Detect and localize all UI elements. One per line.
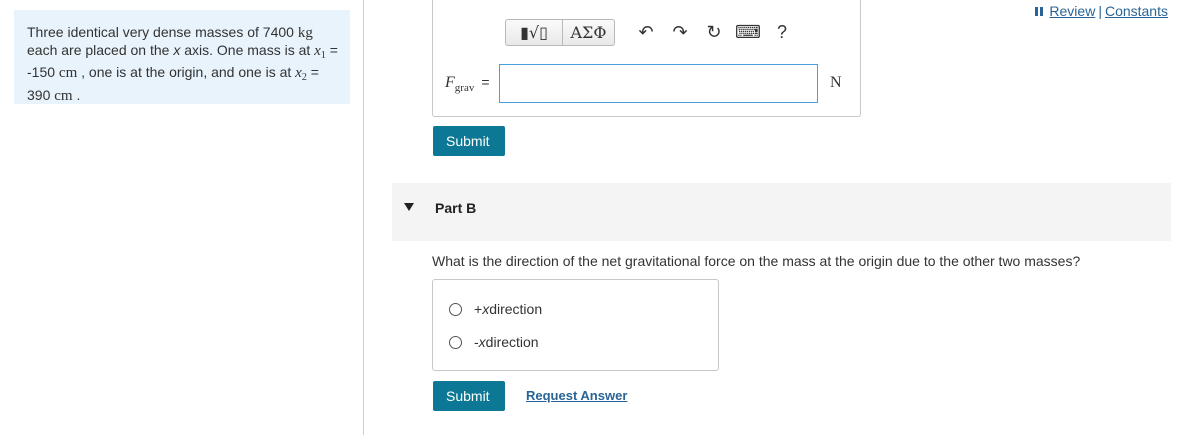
x2-value: 390 [27, 86, 51, 103]
x2-sub: 2 [301, 72, 307, 83]
symbols-button[interactable]: ΑΣΦ [563, 19, 615, 46]
problem-statement [14, 10, 350, 104]
fgrav-sub: grav [454, 82, 475, 94]
x1-value: -150 [27, 64, 56, 80]
fgrav-var: F [445, 74, 455, 91]
problem-line-1 [27, 24, 338, 42]
help-icon[interactable]: ? [776, 21, 787, 42]
submit-button-part-b[interactable]: Submit [433, 381, 505, 411]
review-link[interactable]: Review [1049, 3, 1096, 19]
option-var: x [482, 301, 490, 317]
review-icon [1035, 7, 1043, 16]
equals-sign: = [481, 74, 490, 90]
request-answer-link[interactable]: Request Answer [526, 388, 628, 403]
constants-link[interactable]: Constants [1104, 3, 1168, 19]
column-divider [363, 0, 364, 435]
fgrav-label [445, 74, 490, 94]
part-b-header[interactable] [392, 183, 1171, 241]
mass-unit: kg [297, 25, 313, 41]
option-minus-x[interactable] [449, 334, 539, 350]
x1-var: x [314, 42, 321, 59]
part-b-title: Part B [435, 200, 477, 216]
x2-unit: cm [54, 87, 73, 104]
unit-label: N [830, 74, 842, 91]
x1-sub: 1 [320, 49, 326, 61]
header-links [1035, 3, 1168, 19]
link-separator: | [1098, 3, 1102, 19]
problem-text: each are placed on the [27, 41, 170, 58]
equals-sign: = [329, 41, 338, 58]
axis-var: x [173, 41, 181, 58]
reset-icon[interactable]: ↻ [706, 21, 722, 42]
option-plus-x[interactable] [449, 301, 542, 317]
option-sign: - [474, 334, 479, 350]
undo-icon[interactable]: ↶ [638, 21, 654, 42]
templates-button[interactable]: ▮√▯ [505, 19, 563, 46]
option-text: direction [485, 334, 539, 350]
problem-line-2 [27, 42, 338, 65]
fgrav-answer-input[interactable] [499, 64, 818, 103]
problem-text: . [76, 86, 81, 103]
collapse-triangle-icon[interactable] [404, 203, 414, 211]
math-toolbar [505, 18, 799, 46]
keyboard-icon[interactable]: ⌨ [735, 21, 761, 42]
problem-line-3 [27, 64, 338, 87]
option-text: direction [489, 301, 543, 317]
redo-icon[interactable]: ↷ [672, 21, 688, 42]
x2-var: x [295, 65, 302, 81]
submit-button-part-a[interactable]: Submit [433, 126, 505, 156]
part-b-question: What is the direction of the net gravitational force on the mass at the origin due to the other two masses? [432, 253, 1081, 269]
equals-sign: = [310, 64, 319, 80]
problem-text: Three identical very dense masses of 7400 [27, 24, 294, 40]
problem-text: , one is at the origin, and one is at [81, 64, 292, 80]
problem-text: axis. One mass is at [184, 41, 311, 58]
options-box [432, 279, 719, 371]
problem-line-4 [27, 87, 338, 105]
x1-unit: cm [58, 65, 78, 81]
option-sign: + [474, 301, 483, 317]
radio-button[interactable] [449, 336, 462, 349]
radio-button[interactable] [449, 303, 462, 316]
option-var: x [478, 334, 486, 350]
